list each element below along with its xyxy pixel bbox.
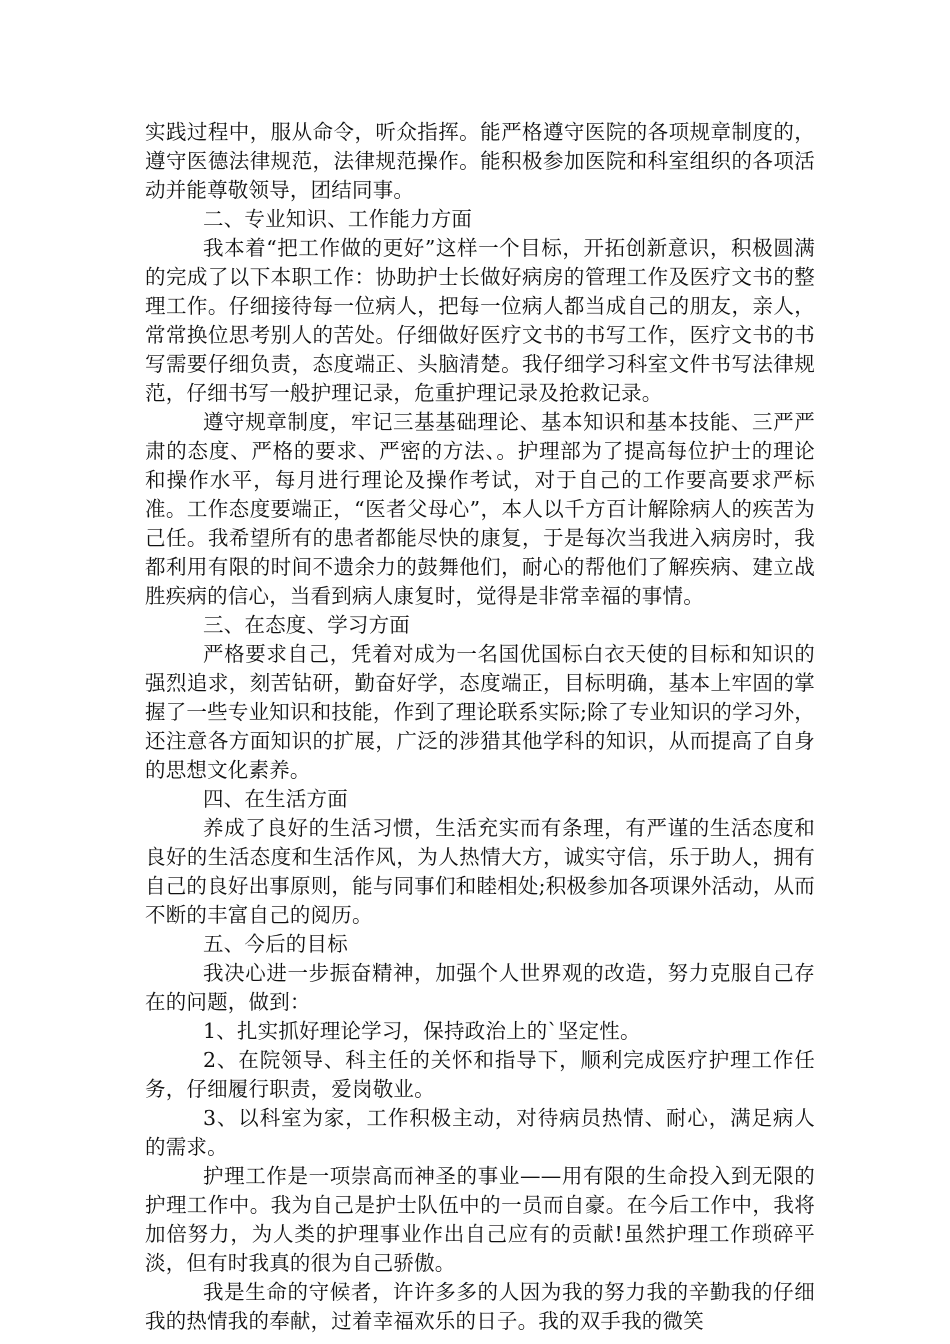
paragraph-continuation: 实践过程中，服从命令，听众指挥。能严格遵守医院的各项规章制度的，遵守医德法律规范，法律规范操作。能积极参加医院和科室组织的各项活动并能尊敬领导，团结同事。 bbox=[145, 120, 815, 202]
paragraph-goals-intro: 我决心进一步振奋精神，加强个人世界观的改造，努力克服自己存在的问题，做到： bbox=[145, 961, 815, 1014]
section-heading-life: 四、在生活方面 bbox=[203, 787, 348, 811]
section-heading-professional-skills: 二、专业知识、工作能力方面 bbox=[203, 207, 473, 231]
section-heading-attitude-learning: 三、在态度、学习方面 bbox=[203, 613, 410, 637]
paragraph-duties: 我本着“把工作做的更好”这样一个目标，开拓创新意识，积极圆满的完成了以下本职工作：协助护士长做好病房的管理工作及医疗文书的整理工作。仔细接待每一位病人，把每一位病人都当成自己的朋友，亲人，常常换位思考别人的苦处。仔细做好医疗文书的书写工作，医疗文书的书写需要仔细负责，态度端正、头脑清楚。我仔细学习科室文件书写法律规范，仔细书写一般护理记录，危重护理记录及抢救记录。 bbox=[145, 236, 815, 405]
document-body bbox=[145, 118, 815, 1336]
paragraph-guardian-of-life: 我是生命的守候者，许许多多的人因为我的努力我的辛勤我的仔细我的热情我的奉献，过着幸福欢乐的日子。我的双手我的微笑 bbox=[145, 1280, 815, 1333]
paragraph-nursing-career: 护理工作是一项崇高而神圣的事业——用有限的生命投入到无限的护理工作中。我为自己是护士队伍中的一员而自豪。在今后工作中，我将加倍努力，为人类的护理事业作出自己应有的贡献!虽然护理工作琐碎平淡，但有时我真的很为自己骄傲。 bbox=[145, 1164, 815, 1275]
paragraph-regulations: 遵守规章制度，牢记三基基础理论、基本知识和基本技能、三严严肃的态度、严格的要求、严密的方法、。护理部为了提高每位护士的理论和操作水平，每月进行理论及操作考试，对于自己的工作要高要求严标准。工作态度要端正，“医者父母心”，本人以千方百计解除病人的疾苦为己任。我希望所有的患者都能尽快的康复，于是每次当我进入病房时，我都利用有限的时间不遗余力的鼓舞他们，耐心的帮他们了解疾病、建立战胜疾病的信心，当看到病人康复时，觉得是非常幸福的事情。 bbox=[145, 410, 815, 608]
list-item-goal-3: 3、以科室为家，工作积极主动，对待病员热情、耐心，满足病人的需求。 bbox=[145, 1106, 815, 1159]
list-item-goal-2: 2、在院领导、科主任的关怀和指导下，顺利完成医疗护理工作任务，仔细履行职责，爱岗敬业。 bbox=[145, 1048, 815, 1101]
list-item-goal-1: 1、扎实抓好理论学习，保持政治上的`坚定性。 bbox=[203, 1019, 641, 1043]
paragraph-learning: 严格要求自己，凭着对成为一名国优国标白衣天使的目标和知识的强烈追求，刻苦钻研，勤奋好学，态度端正，目标明确，基本上牢固的掌握了一些专业知识和技能，作到了理论联系实际;除了专业知识的学习外，还注意各方面知识的扩展，广泛的涉猎其他学科的知识，从而提高了自身的思想文化素养。 bbox=[145, 642, 815, 782]
paragraph-life: 养成了良好的生活习惯，生活充实而有条理，有严谨的生活态度和良好的生活态度和生活作风，为人热情大方，诚实守信，乐于助人，拥有自己的良好出事原则，能与同事们和睦相处;积极参加各项课外活动，从而不断的丰富自己的阅历。 bbox=[145, 816, 815, 927]
section-heading-future-goals: 五、今后的目标 bbox=[203, 932, 348, 956]
